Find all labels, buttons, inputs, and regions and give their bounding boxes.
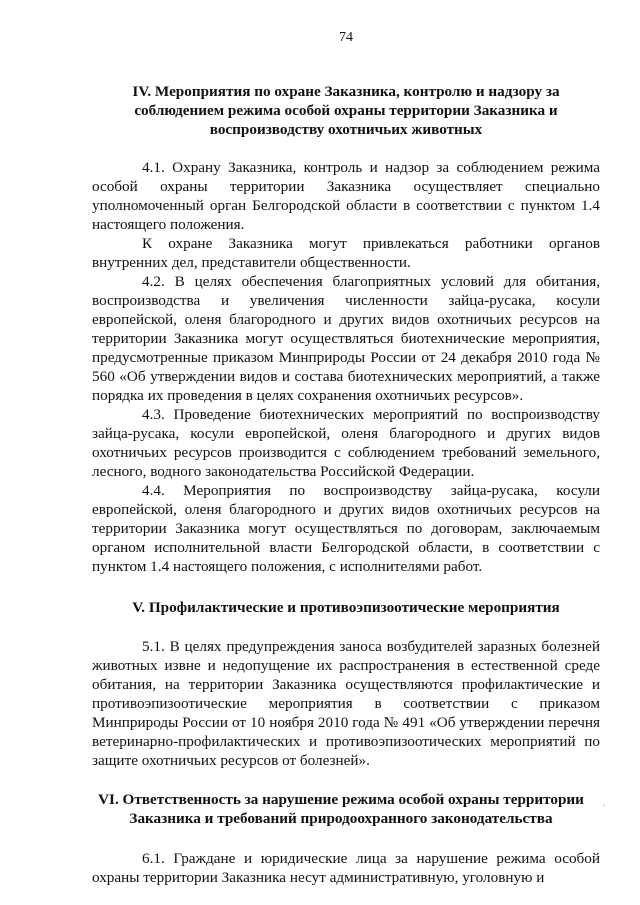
paragraph-4-1: 4.1. Охрану Заказника, контроль и надзор за соблюдением режима особой охраны территории Заказника осуществляет специально уполномоченный орган Белгородской области в соответствии с пунктом 1.4 настоящего положения. [92,159,600,233]
section-title-vi: VI. Ответственность за нарушение режима особой охраны территории Заказника и требований природоохранного законодательства [98,791,584,827]
paragraph-4-4: 4.4. Мероприятия по воспроизводству зайца-русака, косули европейской, оленя благородного и других видов охотничьих ресурсов на территории Заказника могут осуществляться по договорам, заключаемым органом исполнительной власти Белгородской области, в соответствии с пунктом 1.4 настоящего положения, с исполнителями работ. [92,482,600,575]
paragraph-4-3: 4.3. Проведение биотехнических мероприятий по воспроизводству зайца-русака, косули европейской, оленя благородного и других видов охотничьих ресурсов производится с соблюдением требований земельного, лесного, водного законодательства Российской Федерации. [92,406,600,480]
paragraph-4-1-extra: К охране Заказника могут привлекаться работники органов внутренних дел, представители общественности. [92,235,600,271]
corner-mark: · [602,798,606,812]
paragraph-4-2: 4.2. В целях обеспечения благоприятных условий для обитания, воспроизводства и увеличения численности зайца-русака, косули европейской, оленя благородного и других видов охотничьих ресурсов на территории Заказника могут осуществляться биотехнические мероприятия, предусмотренные приказом Минприроды России от 24 декабря 2010 года № 560 «Об утверждении видов и состава биотехнических мероприятий, а также порядка их проведения в целях сохранения охотничьих ресурсов». [92,273,600,404]
section-title-iv: IV. Мероприятия по охране Заказника, контролю и надзору за соблюдением режима особой охраны территории Заказника и воспроизводству охотничьих животных [132,83,560,138]
paragraph-6-1: 6.1. Граждане и юридические лица за нарушение режима особой охраны территории Заказника несут административную, уголовную и [92,850,600,886]
section-title-v: V. Профилактические и противоэпизоотические мероприятия [132,599,560,616]
page-number: 74 [339,30,353,45]
paragraph-5-1: 5.1. В целях предупреждения заноса возбудителей заразных болезней животных извне и недопущение их распространения в естественной среде обитания, на территории Заказника осуществляются профилактические и противоэпизоотические мероприятия в соответствии с приказом Минприроды России от 10 ноября 2010 года № 491 «Об утверждении перечня ветеринарно-профилактических и противоэпизоотических мероприятий по защите охотничьих ресурсов от болезней». [92,638,600,769]
